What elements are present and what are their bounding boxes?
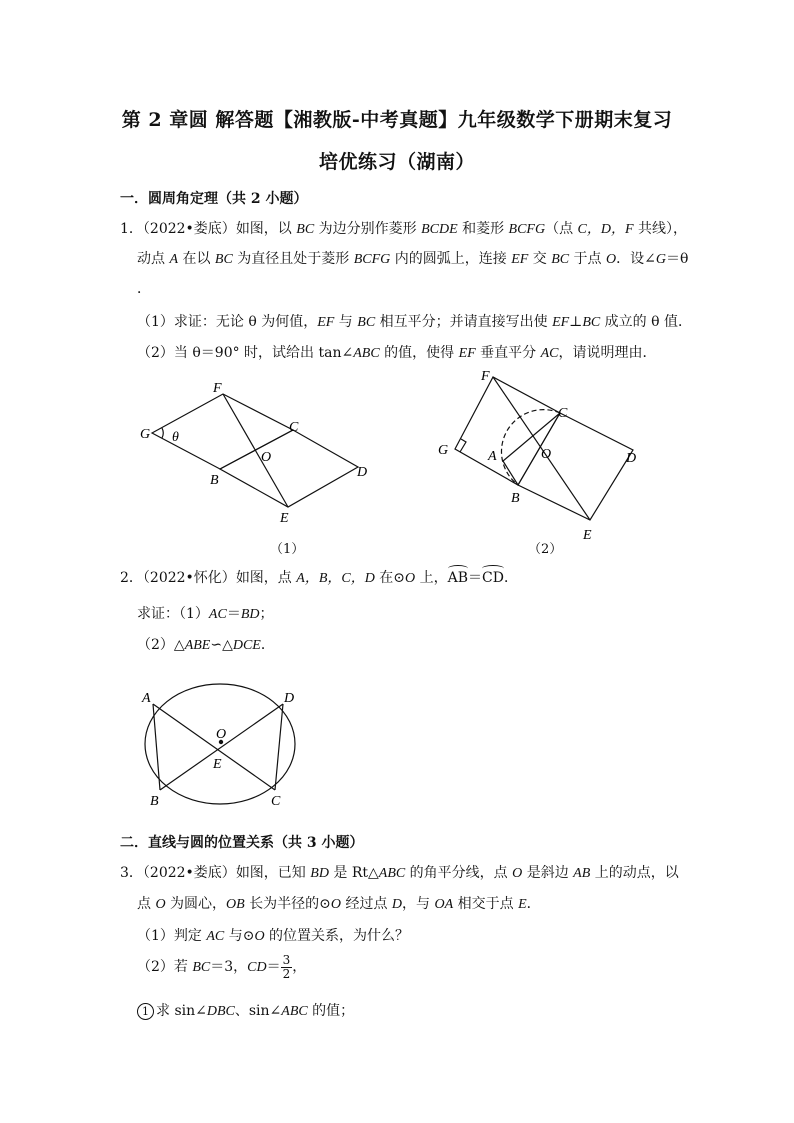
q3-text: 的角平分线，点 (405, 865, 513, 881)
fraction-numerator: 3 (282, 952, 291, 967)
point-e-label: E (583, 528, 592, 543)
q1-text: 内的圆弧上，连接 (390, 251, 512, 267)
q1-var: ABC (353, 346, 380, 361)
q2-text: ∽△ (210, 637, 233, 653)
q1-var: EF (511, 252, 529, 267)
fraction-three-halves (281, 954, 293, 981)
q1-var: BC (214, 252, 233, 267)
q1-text: ．设∠ (616, 251, 656, 267)
q1-part1 (137, 311, 692, 331)
q3-text: ，与 (402, 896, 435, 912)
q1-number: 1． (120, 221, 143, 237)
q1-source: （2022•娄底） (142, 221, 236, 237)
q1-text: 为直径且处于菱形 (232, 251, 354, 267)
q3-text: ． (526, 896, 541, 912)
q3-text: 点 (137, 896, 156, 912)
point-b-label: B (210, 473, 219, 488)
circled-number-1: 1 (137, 1003, 154, 1020)
point-e-label: E (213, 757, 222, 772)
q2-number: 2． (120, 570, 143, 586)
q1-line3: ． (137, 281, 151, 297)
q3-text: 相交于点 (453, 896, 519, 912)
point-g-label: G (140, 427, 151, 442)
q2-text: （2）△ (137, 637, 185, 653)
q1-var: EF (317, 315, 335, 330)
q1-var: G (655, 252, 666, 267)
q1-var: EF (552, 315, 570, 330)
q3-text: 如图，已知 (235, 865, 311, 881)
point-f-label: F (481, 369, 490, 384)
q2-figure (133, 682, 308, 812)
q1-var: BCDE (421, 222, 458, 237)
q2-var: DCE (232, 638, 261, 653)
q1-text: 成立的 θ 值． (600, 314, 693, 330)
q1-text: ⊥ (569, 314, 583, 330)
q3-text: 、sin∠ (234, 1003, 282, 1019)
q1-var: BC (357, 315, 376, 330)
q1-var: BC (296, 222, 315, 237)
q2-var: O (405, 571, 416, 586)
section-heading-1: 一．圆周角定理（共 2 小题） (120, 191, 308, 207)
circle-o (145, 684, 295, 804)
q2-var: BD (240, 607, 260, 622)
q3-text: ＝ (266, 959, 281, 975)
q3-text: 的位置关系，为什么？ (264, 928, 410, 944)
q1-part2 (137, 342, 657, 362)
square-bcde (518, 413, 633, 520)
q3-var: CD (247, 960, 267, 975)
q2-text: ； (259, 606, 274, 622)
q3-var: DBC (206, 1004, 235, 1019)
q1-var: BCFG (353, 252, 391, 267)
q3-var: AC (206, 929, 225, 944)
q1-text: ，请说明理由． (558, 345, 657, 361)
q1-figure-1 (130, 375, 380, 530)
point-a-label: A (142, 691, 151, 706)
q3-source: （2022•娄底） (142, 865, 236, 881)
q3-text: 为圆心， (165, 896, 227, 912)
q1-line2 (137, 248, 688, 268)
q1-text: （1）求证：无论 θ 为何值， (137, 314, 318, 330)
q2-prove-line (137, 603, 273, 623)
q1-figure-2 (433, 365, 648, 545)
q2-text: ． (260, 637, 275, 653)
q3-text: 长为半径的⊙ (244, 896, 331, 912)
point-c-label: C (271, 794, 281, 809)
q3-line2 (137, 893, 541, 913)
q1-var: BC (551, 252, 570, 267)
q2-var: AC (208, 607, 227, 622)
q3-var: O (254, 929, 265, 944)
q3-text: （1）判定 (137, 928, 207, 944)
chord-ac (153, 704, 275, 790)
q3-part2 (137, 953, 306, 982)
section-heading-2: 二．直线与圆的位置关系（共 3 小题） (120, 835, 364, 851)
q1-text: 为边分别作菱形 (314, 221, 422, 237)
q2-part2-line (137, 634, 275, 654)
q2-line1 (120, 567, 518, 587)
point-d-label: D (284, 691, 295, 706)
q2-source: （2022•怀化） (142, 570, 236, 586)
point-g-label: G (438, 443, 449, 458)
point-d-label: D (357, 465, 368, 480)
q1-var: EF (458, 346, 476, 361)
q3-text: 的值； (307, 1003, 355, 1019)
q3-text: ， (292, 959, 307, 975)
q2-text: 如图，点 (235, 570, 297, 586)
q1-var: C，D，F (577, 222, 634, 237)
chord-db (160, 704, 283, 790)
q3-text: 上的动点，以 (590, 865, 679, 881)
q1-text: ＝θ (665, 251, 689, 267)
point-o-label: O (216, 727, 227, 742)
q1-var: O (606, 252, 617, 267)
q3-var: O (155, 897, 166, 912)
q2-text: 上， (415, 570, 448, 586)
arc-cd: CD (482, 570, 504, 586)
rhombus-bcde (220, 430, 358, 507)
q1-text: 垂直平分 (475, 345, 541, 361)
q1-text: 交 (528, 251, 552, 267)
point-c-label: C (289, 420, 299, 435)
q1-text: 如图，以 (235, 221, 297, 237)
point-o-label: O (541, 447, 552, 462)
q3-sub1 (137, 1000, 354, 1020)
q1-text: 共线）， (633, 221, 687, 237)
point-e-label: E (280, 511, 289, 526)
chord-dc (275, 704, 283, 790)
q1-var: AC (540, 346, 559, 361)
q3-text: ＝3， (210, 959, 248, 975)
q1-text: 与 (334, 314, 358, 330)
q3-var: BC (192, 960, 211, 975)
segment-ac (503, 413, 560, 461)
q1-var: BC (582, 315, 601, 330)
point-b-label: B (150, 794, 159, 809)
q1-line1 (120, 218, 687, 238)
q1-text: 动点 (137, 251, 170, 267)
q3-var: AB (573, 866, 591, 881)
angle-theta-arc (162, 428, 163, 438)
point-a-label: A (488, 449, 497, 464)
page-title-line2: 培优练习（湖南） (318, 151, 475, 173)
point-d-label: D (626, 451, 637, 466)
q3-var: D (391, 897, 403, 912)
q2-text: 在⊙ (374, 570, 406, 586)
arc-ab: AB (447, 570, 468, 586)
q1-text: 的值，使得 (379, 345, 459, 361)
q3-text: 求 sin∠ (156, 1003, 207, 1019)
q2-var: A，B，C，D (296, 571, 375, 586)
page-title-line1: 第 2 章圆 解答题【湘教版-中考真题】九年级数学下册期末复习 (121, 109, 673, 131)
fraction-denominator: 2 (282, 966, 291, 981)
q2-text: 求证：（1） (137, 606, 209, 622)
q3-var: O (512, 866, 523, 881)
q3-text: 是 Rt△ (328, 865, 379, 881)
q3-var: OA (434, 897, 454, 912)
q1-text: （点 (545, 221, 578, 237)
fig2-caption: （2） (528, 542, 563, 557)
q3-text: 是斜边 (522, 865, 574, 881)
q1-text: （2）当 θ＝90° 时，试给出 tan∠ (137, 345, 354, 361)
q3-var: OB (226, 897, 245, 912)
q3-text: 与⊙ (224, 928, 255, 944)
q3-part1 (137, 925, 409, 945)
point-b-label: B (511, 491, 520, 506)
q2-var: ABE (184, 638, 211, 653)
q3-var: BD (310, 866, 329, 881)
q2-text: ＝ (226, 606, 241, 622)
point-f-label: F (213, 381, 222, 396)
q1-text: 于点 (569, 251, 606, 267)
theta-label: θ (172, 430, 179, 445)
q1-var: A (169, 252, 179, 267)
q3-text: （2）若 (137, 959, 193, 975)
q1-text: 相互平分；并请直接写出使 (375, 314, 553, 330)
q3-var: ABC (281, 1004, 308, 1019)
q3-line1 (120, 862, 679, 882)
q3-text: 经过点 (341, 896, 392, 912)
q1-text: 在以 (178, 251, 215, 267)
fig1-caption: （1） (270, 542, 305, 557)
q3-number: 3． (120, 865, 143, 881)
point-c-label: C (558, 406, 568, 421)
point-o-label: O (261, 450, 272, 465)
right-angle-mark (460, 439, 466, 452)
q2-text: ． (503, 570, 518, 586)
q3-var: ABC (378, 866, 406, 881)
q3-var: O (330, 897, 342, 912)
q1-var: BCFG (508, 222, 546, 237)
q3-var: E (518, 897, 527, 912)
q1-text: 和菱形 (457, 221, 509, 237)
q2-text: ＝ (468, 570, 482, 586)
